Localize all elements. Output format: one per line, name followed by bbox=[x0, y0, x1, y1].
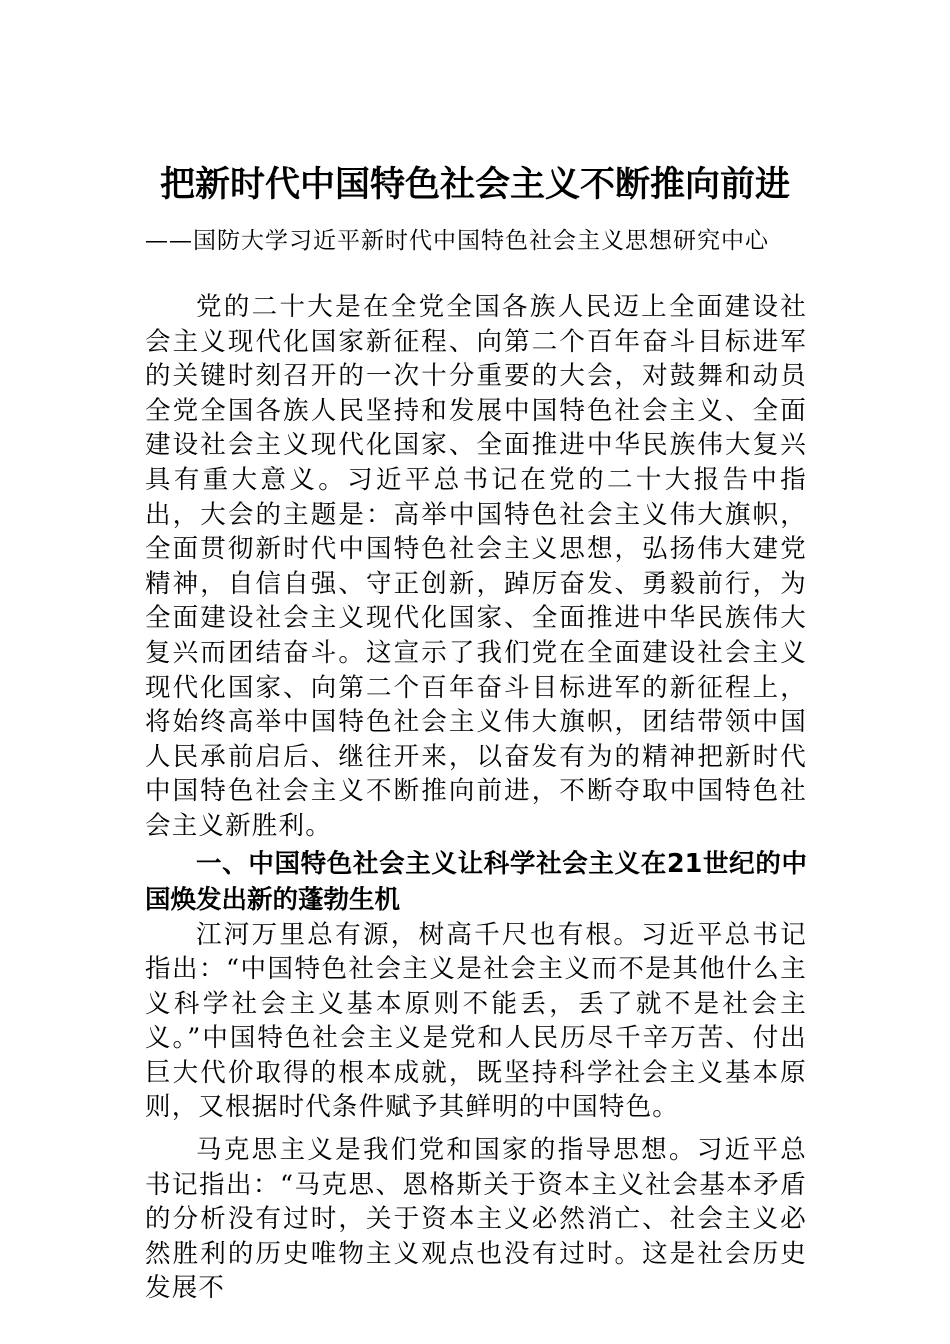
body-paragraph: 马克思主义是我们党和国家的指导思想。习近平总书记指出：“马克思、恩格斯关于资本主义社会基本矛盾的分析没有过时，关于资本主义必然消亡、社会主义必然胜利的历史唯物主义观点也没有过时。这是社会历史发展不 bbox=[145, 1135, 807, 1304]
section-heading: 一、中国特色社会主义让科学社会主义在21世纪的中国焕发出新的蓬勃生机 bbox=[145, 848, 807, 915]
document-body bbox=[145, 290, 807, 1306]
body-paragraph: 江河万里总有源，树高千尺也有根。习近平总书记指出：“中国特色社会主义是社会主义而不是其他什么主义科学社会主义基本原则不能丢，丢了就不是社会主义。”中国特色社会主义是党和人民历尽千辛万苦、付出巨大代价取得的根本成就，既坚持科学社会主义基本原则，又根据时代条件赋予其鲜明的中国特色。 bbox=[145, 919, 807, 1123]
body-paragraph: 党的二十大是在全党全国各族人民迈上全面建设社会主义现代化国家新征程、向第二个百年奋斗目标进军的关键时刻召开的一次十分重要的大会，对鼓舞和动员全党全国各族人民坚持和发展中国特色社会主义、全面建设社会主义现代化国家、全面推进中华民族伟大复兴具有重大意义。习近平总书记在党的二十大报告中指出，大会的主题是：高举中国特色社会主义伟大旗帜，全面贯彻新时代中国特色社会主义思想，弘扬伟大建党精神，自信自强、守正创新，踔厉奋发、勇毅前行，为全面建设社会主义现代化国家、全面推进中华民族伟大复兴而团结奋斗。这宣示了我们党在全面建设社会主义现代化国家、向第二个百年奋斗目标进军的新征程上，将始终高举中国特色社会主义伟大旗帜，团结带领中国人民承前启后、继往开来，以奋发有为的精神把新时代中国特色社会主义不断推向前进，不断夺取中国特色社会主义新胜利。 bbox=[145, 292, 807, 841]
document-subtitle: ——国防大学习近平新时代中国特色社会主义思想研究中心 bbox=[145, 228, 769, 254]
document-title: 把新时代中国特色社会主义不断推向前进 bbox=[159, 165, 790, 205]
